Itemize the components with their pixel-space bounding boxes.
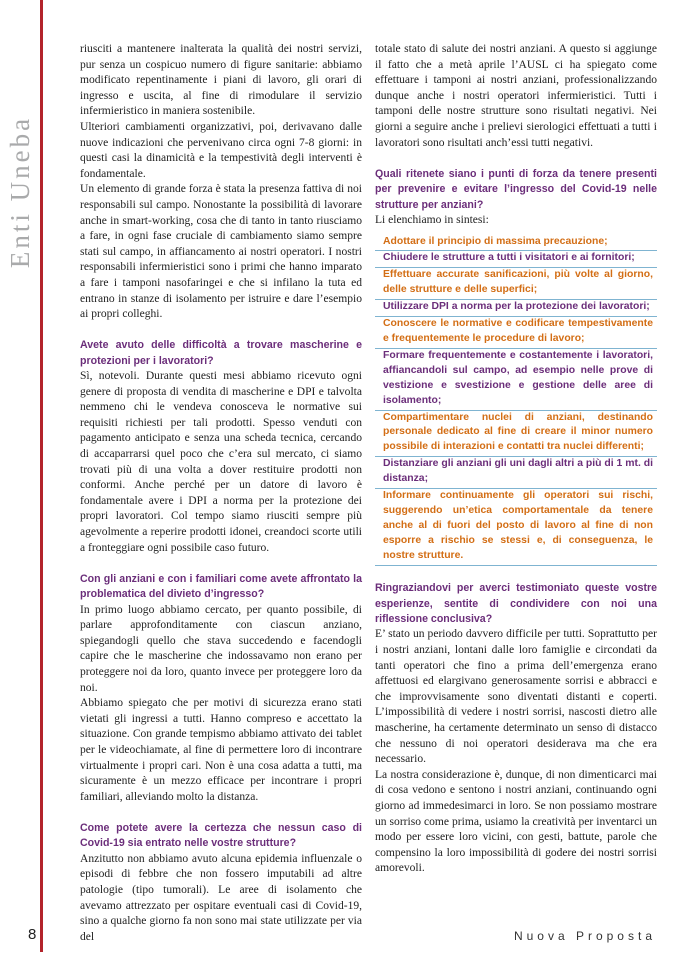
strength-item: Compartimentare nuclei di anziani, destinando personale dedicato al fine di creare il minor numero possibile di interazioni e contatti tra nuclei differenti;: [375, 411, 657, 458]
right-column-top: [375, 42, 657, 229]
question-heading: Quali ritenete siano i punti di forza da tenere presenti per prevenire e evitare l’ingresso del Covid-19 nelle strutture per anziani?: [375, 167, 657, 211]
body-paragraph: totale stato di salute dei nostri anziani. A questo si aggiunge il fatto che a metà aprile l’AUSL ci ha spiegato come effettuare i tamponi ai nostri anziani, professionalizzando dunque anche i nostri operatori infermieristici. Tutti i tamponi delle nostre strutture sono risultati negativi. Nei giorni a seguire anche i prelievi sierologici effettuati a tutti i lavoratori sono risultati anch’essi tutti negativi.: [375, 43, 657, 149]
body-paragraph: Un elemento di grande forza è stata la presenza fattiva di noi responsabili sul campo. Nonostante la possibilità di lavorare anche in smart-working, cosa che di tanto in tanto riusciamo a fare, in ogni fase cruciale di cambiamento siamo sempre stati sul campo, in affiancamento ai nostri operatori. I nostri responsabili infermieristici sono i primi che hanno imparato a fare i tamponi nasofaringei e che si infilano la tuta ed entrano in stanze di isolamento per istruire e dare l’esempio ai propri colleghi.: [80, 183, 362, 321]
section-label: Enti Uneba: [5, 115, 35, 269]
strengths-list: [375, 235, 657, 566]
page-number: 8: [28, 926, 37, 943]
red-margin-bar: [40, 0, 43, 952]
body-paragraph: Ulteriori cambiamenti organizzativi, poi, derivavano dalle nuove indicazioni che pervenivano circa ogni 7-8 giorni: in questi casi la dinamicità e la tempestività degli interventi è fondamentale.: [80, 120, 362, 180]
strength-item: Distanziare gli anziani gli uni dagli altri a più di 1 mt. di distanza;: [375, 457, 657, 489]
strength-item: Conoscere le normative e codificare tempestivamente e frequentemente le procedure di lavoro;: [375, 317, 657, 349]
body-paragraph: Abbiamo spiegato che per motivi di sicurezza erano stati vietati gli ingressi a tutti. Hanno compreso e accettato la situazione. Con grande tempismo abbiamo attivato dei tablet per le videochiamate, al fine di permettere loro di incontrare virtualmente i propri cari. Non è una cosa adatta a tutti, ma sicuramente è un mezzo efficace per incontrare i propri familiari, alleviando molto la distanza.: [80, 697, 362, 803]
paragraph-spacer: [80, 556, 362, 572]
strength-item: Utilizzare DPI a norma per la protezione dei lavoratori;: [375, 300, 657, 317]
body-paragraph: E’ stato un periodo davvero difficile per tutti. Soprattutto per i nostri anziani, lontani dalle loro famiglie e circondati da tanti operatori che fino a prima dell’emergenza erano affettuosi ed elargivano generosamente sorrisi e abbracci e che improvvisamente sono diventati distanti e coperti. L’impossibilità di vedere i nostri sorrisi, nascosti dietro alle mascherine, ha certamente determinato un senso di distacco che nessuno di noi operatori desiderava ma che era necessario.: [375, 628, 657, 766]
strength-item: Informare continuamente gli operatori sui rischi, suggerendo un’etica comportamentale da tenere anche al di fuori del posto di lavoro al fine di non esporre a rischio se stessi e, di conseguenza, le nostre strutture.: [375, 489, 657, 566]
body-paragraph: La nostra considerazione è, dunque, di non dimenticarci mai di cosa vedono e sentono i nostri anziani, continuando ogni giorno ad immedesimarci in loro. Se non possiamo mostrare un sorriso come prima, usiamo la creatività per inventarci un modo per essere loro vicini, con gesti, battute, parole che compensino la loro impossibilità di godere dei nostri sorrisi amorevoli.: [375, 768, 657, 875]
left-column: [80, 42, 362, 945]
body-paragraph: Anzitutto non abbiamo avuto alcuna epidemia influenzale o episodi di febbre che non fossero imputabili ad altre patologie (tipo tumorali). Le aree di isolamento che avevamo attrezzato per ospitare eventuali casi di Covid-19, sino a qualche giorno fa non sono mai state utilizzate per via del: [80, 852, 362, 943]
body-paragraph: Sì, notevoli. Durante questi mesi abbiamo ricevuto ogni genere di proposta di vendita di mascherine e DPI e talvolta nemmeno chi le vendeva conosceva le normative sui requisiti richiesti per tali prodotti. Spesso venduti con pagamento anticipato e senza una scheda tecnica, cercando di accaparrarsi quel poco che c’era sul mercato, ci siamo trovati più di una volta a dover restituire prodotti non conformi. Anche perché per un datore di lavoro è fondamentale avere i DPI a norma per la protezione dei propri lavoratori. Col tempo siamo riusciti sempre più agevolmente a reperire prodotti idonei, creandoci scorte utili a fronteggiare ogni possibile caso futuro.: [80, 370, 362, 554]
strength-item: Effettuare accurate sanificazioni, più volte al giorno, delle strutture e delle superfici;: [375, 268, 657, 300]
strength-item: Formare frequentemente e costantemente i lavoratori, affiancandoli sul campo, ad esempio nelle prove di vestizione e svestizione e gestione delle aree di isolamento;: [375, 349, 657, 411]
body-paragraph: riusciti a mantenere inalterata la qualità dei nostri servizi, pur senza un cospicuo numero di figure sanitarie: abbiamo modificato repentinamente i piani di lavoro, gli orari di ingresso e uscita, al fine di rimodulare il servizio infermieristico in maniera sostenibile.: [80, 43, 362, 118]
question-heading: Con gli anziani e con i familiari come avete affrontato la problematica del divieto d’ingresso?: [80, 572, 362, 601]
paragraph-spacer: [80, 805, 362, 821]
body-paragraph: Li elenchiamo in sintesi:: [375, 213, 489, 226]
strength-item: Adottare il principio di massima precauzione;: [375, 235, 657, 252]
body-paragraph: In primo luogo abbiamo cercato, per quanto possibile, di parlare approfonditamente con ciascun anziano, spiegandogli quello che stava succedendo e facendogli capire che le mascherine che indossavamo non erano per proteggere noi da loro, quanto invece per proteggere loro da noi.: [80, 603, 362, 694]
magazine-title: Nuova Proposta: [513, 929, 656, 943]
question-heading: Avete avuto delle difficoltà a trovare mascherine e protezioni per i lavoratori?: [80, 339, 362, 367]
question-heading: Ringraziandovi per averci testimoniato queste vostre esperienze, sentite di condividere con noi una riflessione conclusiva?: [375, 582, 657, 625]
right-column: [375, 42, 657, 877]
right-column-bottom: [375, 566, 657, 877]
paragraph-spacer: [375, 566, 657, 582]
strength-item: Chiudere le strutture a tutti i visitatori e ai fornitori;: [375, 251, 657, 268]
question-heading: Come potete avere la certezza che nessun caso di Covid-19 sia entrato nelle vostre strutture?: [80, 821, 362, 850]
paragraph-spacer: [80, 323, 362, 339]
paragraph-spacer: [375, 151, 657, 167]
